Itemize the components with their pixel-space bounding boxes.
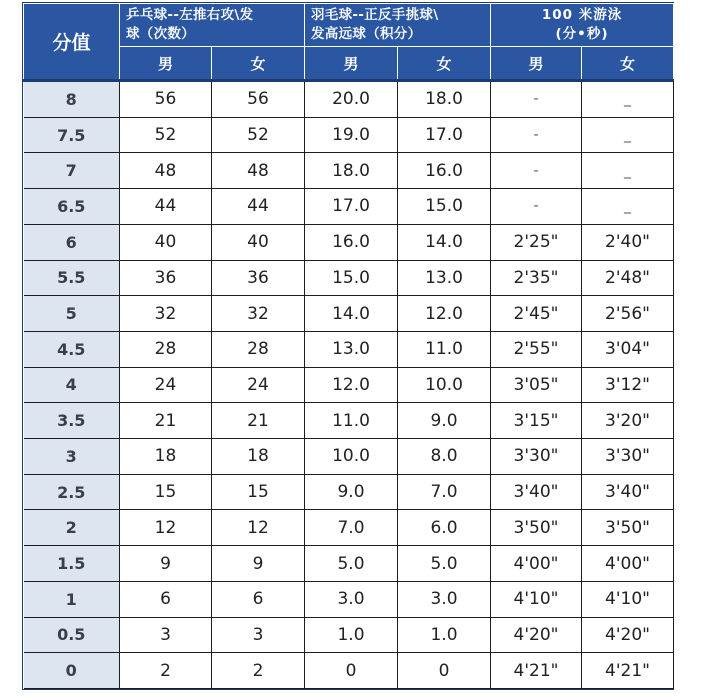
tt-female-cell: 18 bbox=[212, 439, 305, 475]
bd-female-cell: 9.0 bbox=[398, 403, 491, 439]
tt-male-cell: 12 bbox=[120, 510, 212, 546]
bd-male-cell: 20.0 bbox=[305, 81, 398, 118]
score-cell: 5.5 bbox=[24, 260, 120, 296]
score-cell: 0.5 bbox=[24, 617, 120, 653]
bd-female-cell: 11.0 bbox=[398, 331, 491, 367]
tt-male-cell: 44 bbox=[120, 189, 212, 225]
score-cell: 7 bbox=[24, 153, 120, 189]
gender-header-female: 女 bbox=[398, 47, 491, 81]
bd-female-cell: 14.0 bbox=[398, 224, 491, 260]
tt-male-cell: 48 bbox=[120, 153, 212, 189]
sw-female-cell: 3'20" bbox=[582, 403, 674, 439]
bd-male-cell: 11.0 bbox=[305, 403, 398, 439]
sw-female-cell: 4'00" bbox=[582, 546, 674, 582]
table-tennis-header-line-2: 球（次数） bbox=[126, 26, 195, 42]
bd-female-cell: 18.0 bbox=[398, 81, 491, 118]
score-cell: 6.5 bbox=[24, 189, 120, 225]
header-row-genders bbox=[24, 47, 674, 81]
score-cell: 3.5 bbox=[24, 403, 120, 439]
sw-male-cell: 2'25" bbox=[491, 224, 582, 260]
table-row bbox=[24, 474, 674, 510]
table-row bbox=[24, 439, 674, 475]
bd-female-cell: 15.0 bbox=[398, 189, 491, 225]
badminton-header-line-1: 羽毛球--正反手挑球\ bbox=[311, 7, 439, 23]
score-cell: 1.5 bbox=[24, 546, 120, 582]
sw-male-cell: 3'50" bbox=[491, 510, 582, 546]
bd-male-cell: 16.0 bbox=[305, 224, 398, 260]
bd-male-cell: 12.0 bbox=[305, 367, 398, 403]
sw-female-cell: _ bbox=[582, 153, 674, 189]
score-cell: 8 bbox=[24, 81, 120, 118]
score-column-header: 分值 bbox=[24, 4, 120, 81]
sw-male-cell: - bbox=[491, 81, 582, 118]
tt-male-cell: 56 bbox=[120, 81, 212, 118]
bd-male-cell: 19.0 bbox=[305, 117, 398, 153]
score-table-container bbox=[22, 2, 674, 690]
gender-header-male: 男 bbox=[305, 47, 398, 81]
tt-female-cell: 9 bbox=[212, 546, 305, 582]
bd-male-cell: 17.0 bbox=[305, 189, 398, 225]
sw-male-cell: 3'30" bbox=[491, 439, 582, 475]
sw-female-cell: 2'40" bbox=[582, 224, 674, 260]
tt-female-cell: 6 bbox=[212, 581, 305, 617]
sw-male-cell: 2'35" bbox=[491, 260, 582, 296]
bd-female-cell: 1.0 bbox=[398, 617, 491, 653]
tt-female-cell: 52 bbox=[212, 117, 305, 153]
table-row bbox=[24, 331, 674, 367]
badminton-header bbox=[305, 4, 491, 47]
table-row bbox=[24, 581, 674, 617]
bd-female-cell: 7.0 bbox=[398, 474, 491, 510]
table-row bbox=[24, 260, 674, 296]
tt-male-cell: 32 bbox=[120, 296, 212, 332]
bd-female-cell: 16.0 bbox=[398, 153, 491, 189]
table-row bbox=[24, 403, 674, 439]
sw-male-cell: 3'40" bbox=[491, 474, 582, 510]
sw-male-cell: 4'00" bbox=[491, 546, 582, 582]
score-cell: 7.5 bbox=[24, 117, 120, 153]
sw-female-cell: _ bbox=[582, 189, 674, 225]
tt-female-cell: 32 bbox=[212, 296, 305, 332]
table-row bbox=[24, 653, 674, 689]
bd-female-cell: 6.0 bbox=[398, 510, 491, 546]
bd-male-cell: 1.0 bbox=[305, 617, 398, 653]
score-table bbox=[23, 3, 674, 689]
table-body bbox=[24, 81, 674, 689]
gender-header-female: 女 bbox=[582, 47, 674, 81]
sw-female-cell: _ bbox=[582, 117, 674, 153]
sw-female-cell: _ bbox=[582, 81, 674, 118]
tt-female-cell: 3 bbox=[212, 617, 305, 653]
bd-female-cell: 5.0 bbox=[398, 546, 491, 582]
table-row bbox=[24, 117, 674, 153]
tt-male-cell: 36 bbox=[120, 260, 212, 296]
tt-female-cell: 44 bbox=[212, 189, 305, 225]
sw-female-cell: 2'56" bbox=[582, 296, 674, 332]
bd-male-cell: 15.0 bbox=[305, 260, 398, 296]
tt-male-cell: 28 bbox=[120, 331, 212, 367]
tt-female-cell: 56 bbox=[212, 81, 305, 118]
score-cell: 0 bbox=[24, 653, 120, 689]
sw-male-cell: - bbox=[491, 153, 582, 189]
table-row bbox=[24, 224, 674, 260]
tt-male-cell: 21 bbox=[120, 403, 212, 439]
sw-male-cell: - bbox=[491, 117, 582, 153]
tt-female-cell: 36 bbox=[212, 260, 305, 296]
sw-female-cell: 4'21" bbox=[582, 653, 674, 689]
sw-female-cell: 3'04" bbox=[582, 331, 674, 367]
sw-male-cell: 2'45" bbox=[491, 296, 582, 332]
sw-female-cell: 4'20" bbox=[582, 617, 674, 653]
swimming-header-line-2: (分•秒) bbox=[555, 26, 609, 42]
sw-female-cell: 3'50" bbox=[582, 510, 674, 546]
table-row bbox=[24, 546, 674, 582]
table-row bbox=[24, 296, 674, 332]
swimming-header bbox=[491, 4, 674, 47]
sw-female-cell: 3'40" bbox=[582, 474, 674, 510]
swimming-header-line-1: 100 米游泳 bbox=[541, 7, 623, 23]
bd-female-cell: 0 bbox=[398, 653, 491, 689]
tt-male-cell: 52 bbox=[120, 117, 212, 153]
bd-male-cell: 10.0 bbox=[305, 439, 398, 475]
bd-female-cell: 12.0 bbox=[398, 296, 491, 332]
tt-male-cell: 18 bbox=[120, 439, 212, 475]
bd-female-cell: 3.0 bbox=[398, 581, 491, 617]
tt-female-cell: 21 bbox=[212, 403, 305, 439]
table-row bbox=[24, 510, 674, 546]
score-cell: 1 bbox=[24, 581, 120, 617]
bd-female-cell: 8.0 bbox=[398, 439, 491, 475]
tt-male-cell: 6 bbox=[120, 581, 212, 617]
header-row-groups bbox=[24, 4, 674, 47]
sw-female-cell: 4'10" bbox=[582, 581, 674, 617]
sw-male-cell: 3'05" bbox=[491, 367, 582, 403]
tt-male-cell: 40 bbox=[120, 224, 212, 260]
bd-male-cell: 18.0 bbox=[305, 153, 398, 189]
table-tennis-header-line-1: 乒乓球--左推右攻\发 bbox=[126, 7, 254, 23]
table-row bbox=[24, 153, 674, 189]
tt-female-cell: 28 bbox=[212, 331, 305, 367]
score-cell: 5 bbox=[24, 296, 120, 332]
tt-male-cell: 15 bbox=[120, 474, 212, 510]
tt-female-cell: 15 bbox=[212, 474, 305, 510]
gender-header-male: 男 bbox=[491, 47, 582, 81]
sw-male-cell: 4'21" bbox=[491, 653, 582, 689]
sw-male-cell: - bbox=[491, 189, 582, 225]
badminton-header-line-2: 发高远球（积分） bbox=[311, 26, 422, 42]
gender-header-female: 女 bbox=[212, 47, 305, 81]
gender-header-male: 男 bbox=[120, 47, 212, 81]
score-cell: 2.5 bbox=[24, 474, 120, 510]
score-cell: 6 bbox=[24, 224, 120, 260]
bd-male-cell: 3.0 bbox=[305, 581, 398, 617]
tt-female-cell: 40 bbox=[212, 224, 305, 260]
score-cell: 4.5 bbox=[24, 331, 120, 367]
bd-male-cell: 5.0 bbox=[305, 546, 398, 582]
table-tennis-header bbox=[120, 4, 305, 47]
bd-male-cell: 0 bbox=[305, 653, 398, 689]
tt-female-cell: 24 bbox=[212, 367, 305, 403]
tt-male-cell: 9 bbox=[120, 546, 212, 582]
table-row bbox=[24, 367, 674, 403]
table-row bbox=[24, 617, 674, 653]
tt-male-cell: 2 bbox=[120, 653, 212, 689]
sw-female-cell: 2'48" bbox=[582, 260, 674, 296]
tt-female-cell: 12 bbox=[212, 510, 305, 546]
sw-male-cell: 2'55" bbox=[491, 331, 582, 367]
bd-female-cell: 13.0 bbox=[398, 260, 491, 296]
sw-male-cell: 4'10" bbox=[491, 581, 582, 617]
bd-female-cell: 17.0 bbox=[398, 117, 491, 153]
tt-male-cell: 24 bbox=[120, 367, 212, 403]
tt-female-cell: 48 bbox=[212, 153, 305, 189]
table-row bbox=[24, 81, 674, 118]
sw-female-cell: 3'30" bbox=[582, 439, 674, 475]
score-cell: 4 bbox=[24, 367, 120, 403]
sw-female-cell: 3'12" bbox=[582, 367, 674, 403]
bd-female-cell: 10.0 bbox=[398, 367, 491, 403]
score-cell: 3 bbox=[24, 439, 120, 475]
sw-male-cell: 4'20" bbox=[491, 617, 582, 653]
bd-male-cell: 13.0 bbox=[305, 331, 398, 367]
bd-male-cell: 9.0 bbox=[305, 474, 398, 510]
tt-male-cell: 3 bbox=[120, 617, 212, 653]
bd-male-cell: 7.0 bbox=[305, 510, 398, 546]
table-row bbox=[24, 189, 674, 225]
sw-male-cell: 3'15" bbox=[491, 403, 582, 439]
score-cell: 2 bbox=[24, 510, 120, 546]
tt-female-cell: 2 bbox=[212, 653, 305, 689]
bd-male-cell: 14.0 bbox=[305, 296, 398, 332]
